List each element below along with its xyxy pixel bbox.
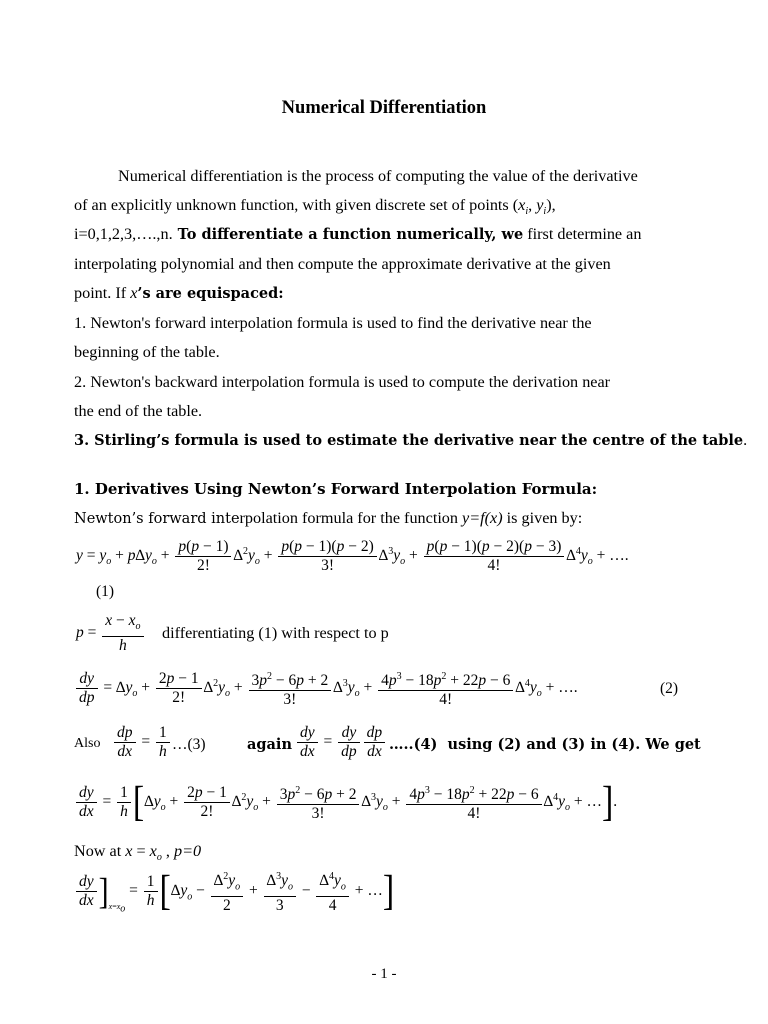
equation-1-label: (1) bbox=[96, 583, 115, 600]
also-label: Also bbox=[74, 736, 101, 751]
intro-line-4: interpolating polynomial and then compute the approximate derivative at the given bbox=[74, 255, 611, 273]
section-heading: 1. Derivatives Using Newton’s Forward Interpolation Formula: bbox=[74, 480, 598, 498]
equation-6: $\frac{dy}{dx}$ ]$_{x=x_o}$ = $\frac{1}{h}$ [$\Delta y_o$ − $\frac{\Delta^2y_o}{2}$ + $\frac{\Delta^3y_o}{3}$ − $\frac{\Delta^4y_o}{4}$ + …] bbox=[74, 868, 394, 915]
equation-5: $\frac{dy}{dx}$ = $\frac{1}{h}$ [$\Delta y_o$ + $\frac{2p - 1}{2!}$ $\Delta^2y_o$ + $\frac{3p^2 - 6p + 2}{3!}$ $\Delta^3y_o$ + $\frac{4p^3 - 18p^2 + 22p - 6}{4!}$ $\Delta^4y_o$ + …]. bbox=[74, 782, 617, 823]
equation-2: $\frac{dy}{dp}$ = $\Delta y_o$ + $\frac{2p - 1}{2!}$ $\Delta^2y_o$ + $\frac{3p^2 - 6p + 2}{3!}$ $\Delta^3y_o$ + $\frac{4p^3 - 18p^2 + 22p - 6}{4!}$ $\Delta^4y_o$ + …. bbox=[74, 668, 578, 709]
list-item-2-cont: the end of the table. bbox=[74, 402, 203, 420]
again-label: again bbox=[247, 736, 292, 753]
equation-2-label: (2) bbox=[660, 680, 679, 697]
intro-line-2: of an explicitly unknown function, with given discrete set of points ($x_i$, $y_i$), bbox=[74, 196, 556, 218]
list-item-2: 2. Newton's backward interpolation formula is used to compute the derivation near bbox=[74, 373, 611, 391]
intro-line-5: point. If x’s are equispaced: bbox=[74, 284, 284, 302]
equation-4-label: …..(4) using (2) and (3) in (4). We get bbox=[389, 736, 701, 753]
list-item-1: 1. Newton's forward interpolation formula is used to find the derivative near the bbox=[74, 314, 592, 332]
p-definition: p = $\frac{x - x_o}{h}$ bbox=[76, 612, 146, 655]
equation-3-label: …(3) bbox=[172, 736, 206, 753]
p-definition-text: differentiating (1) with respect to p bbox=[162, 624, 389, 642]
equation-4: $\frac{dy}{dx}$ = $\frac{dy}{dp}$ $\frac{dp}{dx}$ bbox=[295, 724, 387, 761]
equation-1: $y = y_o + p\Delta y_o$ + $\frac{p(p - 1)}{2!}$ $\Delta^2y_o$ + $\frac{p(p - 1)(p - 2)}{3!}$ $\Delta^3y_o$ + $\frac{p(p - 1)(p - 2)(p - 3)}{4!}$ $\Delta^4y_o$ + …. bbox=[76, 538, 629, 574]
now-at-line: Now at $x = x_o$ , p=0 bbox=[74, 842, 202, 864]
page-number: - 1 - bbox=[371, 966, 397, 982]
intro-line-3: i=0,1,2,3,….,n. To differentiate a function numerically, we first determine an bbox=[74, 225, 642, 243]
intro-line-1: Numerical differentiation is the process of computing the value of the derivative bbox=[118, 167, 638, 185]
page-title: Numerical Differentiation bbox=[281, 98, 487, 118]
equation-3: $\frac{dp}{dx}$ = $\frac{1}{h}$ bbox=[112, 724, 172, 761]
list-item-1-cont: beginning of the table. bbox=[74, 343, 220, 361]
section-intro-line: Newton’s forward interpolation formula for the function y=f(x) is given by: bbox=[74, 509, 583, 527]
list-item-3: 3. Stirling’s formula is used to estimate the derivative near the centre of the table. bbox=[74, 431, 748, 449]
